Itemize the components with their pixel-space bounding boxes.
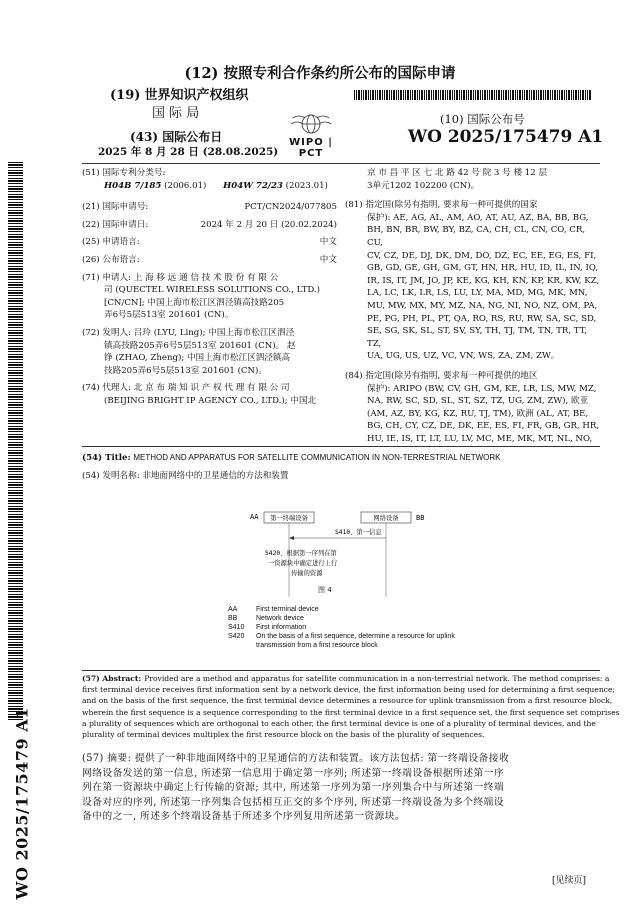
side-pubnum: WO 2025/175479 A1	[12, 707, 32, 900]
document-title: (12) 按照专利合作条约所公布的国际申请	[184, 65, 456, 82]
pubnum-value: WO 2025/175479 A1	[408, 127, 604, 147]
section-81-line: 保护): AE, AG, AL, AM, AO, AT, AU, AZ, BA, BB, BG,	[367, 212, 589, 223]
barcode-bar	[580, 90, 581, 100]
barcode-bar	[547, 90, 549, 100]
fig-box-network-text: 网络设备	[373, 515, 399, 522]
section-81-line: LA, LC, LK, LR, LS, LU, LY, MA, MD, MG, MK, MN,	[367, 288, 588, 299]
barcode-bar	[410, 90, 411, 100]
barcode-bar	[424, 90, 425, 100]
barcode-bar	[529, 90, 530, 100]
barcode-bar	[552, 90, 553, 100]
ipc-classes: H04B 7/185 (2006.01) H04W 72/23 (2023.01)	[104, 180, 328, 191]
barcode-bar	[417, 90, 418, 100]
legend-value: First terminal device	[256, 606, 319, 613]
barcode-bar	[524, 90, 525, 100]
legend-row	[228, 641, 518, 650]
barcode-bar	[554, 90, 556, 100]
continued-note: [见续页]	[552, 876, 587, 886]
fig-label-aa: AA	[250, 513, 259, 521]
legend-key: S420	[228, 633, 245, 640]
section-84-line: BG, CH, CY, CZ, DE, DK, EE, ES, FI, FR, GB, GR, HR,	[367, 421, 600, 432]
barcode-bar	[370, 90, 371, 100]
barcode-bar	[484, 90, 486, 100]
barcode-bar	[536, 90, 537, 100]
legend-value: First information	[256, 624, 307, 631]
wipo-logo	[279, 110, 343, 159]
section-84-line: NA, RW, SC, SD, SL, ST, SZ, TZ, UG, ZM, ZW), 欧亚	[367, 396, 589, 407]
fig-s420-line3: 传输的资源	[291, 570, 323, 577]
fig-s410-label: S410、第一信息	[335, 529, 382, 536]
barcode-bar	[407, 90, 409, 100]
barcode-bar	[463, 90, 465, 100]
barcode-bar	[375, 90, 376, 100]
barcode-bar	[480, 90, 481, 100]
legend-key: AA	[228, 606, 238, 613]
legend-value: On the basis of a first sequence, determine a resource for uplink	[256, 633, 455, 640]
barcode-bar	[361, 90, 362, 100]
barcode-bar	[545, 90, 546, 100]
barcode-bar	[454, 90, 455, 100]
barcode-bar	[531, 90, 532, 100]
abstract-en-line: wherein the first sequence is a sequence corresponding to the first terminal device in a first sequence set, the first sequence set comprises	[82, 707, 620, 717]
abstract-en	[82, 673, 620, 740]
barcode-bar	[571, 90, 572, 100]
section-26: (26) 公布语言: 中文	[82, 254, 337, 265]
barcode-bar	[398, 90, 399, 100]
barcode-bar	[365, 90, 367, 100]
barcode-bar	[377, 90, 378, 100]
barcode-bar	[489, 90, 490, 100]
section-71-applicant: (71) 申请人: 上 海 移 远 通 信 技 术 股 份 有 限 公 司 (QUECTEL WIRELESS SOLUTIONS CO., LTD.) [CN/CN]; 中国上海市松江区泗泾镇高技路205 弄6号5层513室 201601 (CN)。	[82, 272, 321, 321]
header-divider	[82, 163, 600, 164]
legend-key: S410	[228, 624, 245, 631]
barcode-bar	[505, 90, 507, 100]
figure-4	[220, 505, 450, 600]
barcode-bar	[393, 90, 395, 100]
barcode-bar	[433, 90, 434, 100]
abstract-zh-line: 网络设备发送的第一信息, 所述第一信息用于确定第一序列; 所述第一终端设备根据所述第一序	[82, 767, 505, 779]
abstract-en-text: Provided are a method and apparatus for satellite communication in a non-terrestrial network. The method comprises: a	[144, 674, 610, 683]
barcode-bar	[561, 90, 563, 100]
barcode-bar	[494, 90, 495, 100]
section-84-regional	[345, 370, 600, 446]
legend-row	[228, 623, 518, 632]
section-81-line: CV, CZ, DE, DJ, DK, DM, DO, DZ, EC, EE, EG, ES, FI,	[367, 250, 597, 261]
barcode-bar	[456, 90, 458, 100]
barcode-bar	[389, 90, 390, 100]
legend-row	[228, 605, 518, 614]
barcode-bar	[435, 90, 437, 100]
legend-key: BB	[228, 615, 238, 622]
wipo-logo-text: WIPO | PCT	[289, 137, 333, 159]
section-81-line: UA, UG, US, UZ, VC, VN, WS, ZA, ZM, ZW。	[367, 351, 560, 362]
barcode-bar	[419, 90, 420, 100]
barcode-bar	[391, 90, 392, 100]
barcode-bar	[557, 90, 558, 100]
barcode-bar	[445, 90, 446, 100]
figure-legend	[228, 605, 518, 650]
section-72-inventors: (72) 发明人: 吕玲 (LYU, Ling); 中国上海市松江区泗泾 镇高技路205弄6号5层513室 201601 (CN)。 赵 铮 (ZHAO, Zheng); 中国上海市松江区泗泾镇高 技路205弄6号5层513室 201601 (CN)。	[82, 327, 296, 376]
barcode-bar	[412, 90, 413, 100]
legend-value: Network device	[256, 615, 304, 622]
right-column	[345, 167, 600, 445]
barcode-bar	[468, 90, 469, 100]
barcode-bar	[379, 90, 381, 100]
barcode-bar	[482, 90, 483, 100]
barcode-bar	[421, 90, 423, 100]
section-21: (21) 国际申请号: PCT/CN2024/077805	[82, 202, 337, 213]
legend-key	[228, 641, 256, 650]
barcode-bar	[449, 90, 451, 100]
barcode-bar	[400, 90, 402, 100]
pubdate-label: (43) 国际公布日	[130, 130, 223, 144]
barcode-bar	[512, 90, 514, 100]
abstract-zh-line: (57) 摘要: 提供了一种非地面网络中的卫星通信的方法和装置。该方法包括: 第一终端设备接收	[82, 753, 510, 764]
barcode-bar	[354, 90, 355, 100]
barcode-bar	[568, 90, 570, 100]
barcode-bar	[368, 90, 369, 100]
abstract-zh-line: 设备对应的序列, 所述第一序列集合包括相互正交的多个序列, 所述第一终端设备为多个终端设	[82, 796, 504, 808]
barcode-bar	[503, 90, 504, 100]
barcode-bar	[564, 90, 565, 100]
international-bureau: 国 际 局	[152, 106, 200, 121]
barcode-bar	[384, 90, 385, 100]
section-84-line: HU, IE, IS, IT, LT, LU, LV, MC, ME, MK, MT, NL, NO,	[367, 433, 593, 444]
legend-row	[228, 614, 518, 623]
section-81-line: BH, BN, BR, BW, BY, BZ, CA, CH, CL, CN, CO, CR, CU,	[367, 225, 586, 248]
barcode-bar	[559, 90, 560, 100]
barcode-bar	[540, 90, 542, 100]
fig-arrowhead	[289, 536, 294, 540]
section-81-line: GB, GD, GE, GH, GM, GT, HN, HR, HU, ID, IL, IN, IQ,	[367, 263, 599, 274]
barcode-bar	[356, 90, 357, 100]
fig-box-terminal-text: 第一终端设备	[270, 515, 308, 522]
barcode-top	[354, 90, 592, 100]
barcode-side	[8, 162, 23, 722]
abstract-en-line: a plurality of sequences which are orthogonal to each other, the first terminal device is one of a plurality of terminal devices, and the	[82, 718, 596, 728]
barcode-bar	[426, 90, 427, 100]
barcode-bar	[510, 90, 511, 100]
barcode-bar	[550, 90, 551, 100]
barcode-bar	[428, 90, 430, 100]
title-en: (54) Title: METHOD AND APPARATUS FOR SATELLITE COMMUNICATION IN NON-TERRESTRIAL NETWORK	[82, 453, 501, 463]
barcode-bar	[582, 90, 584, 100]
barcode-bar	[526, 90, 528, 100]
pubdate-value: 2025 年 8 月 28 日 (28.08.2025)	[98, 146, 279, 158]
section-22: (22) 国际申请日: 2024 年 2 月 20 日 (20.02.2024)	[82, 219, 337, 230]
section-81-line: IR, IS, IT, JM, JO, JP, KE, KG, KH, KN, KP, KR, KW, KZ,	[367, 275, 600, 286]
section-81-designated-states	[345, 199, 600, 363]
barcode-bar	[589, 90, 591, 100]
legend-value: transmission from a first resource block	[256, 642, 378, 649]
barcode-bar	[587, 90, 588, 100]
barcode-bar	[447, 90, 448, 100]
barcode-bar	[522, 90, 523, 100]
fig-label-bb: BB	[416, 514, 425, 522]
barcode-bar	[363, 90, 364, 100]
barcode-bar	[386, 90, 388, 100]
abstract-en-line: first terminal device receives first information sent by a network device, the first information being used for determining a first sequence;	[82, 685, 616, 695]
barcode-bar	[501, 90, 502, 100]
section-81-line: (81) 指定国(除另有指明, 要求每一种可提供的国家	[345, 200, 538, 211]
abstract-en-line: and on the basis of the first sequence, the first terminal device determines a resource for uplink transmission from a first resource block,	[82, 696, 613, 706]
section-84-line: 保护): ARIPO (BW, CV, GH, GM, KE, LR, LS, MW, MZ,	[367, 383, 597, 394]
section-81-line: MU, MW, MX, MY, MZ, NA, NG, NI, NO, NZ, OM, PA,	[367, 300, 598, 311]
section-81-line: PE, PG, PH, PL, PT, QA, RO, RS, RU, RW, SA, SC, SD,	[367, 313, 597, 324]
barcode-bar	[515, 90, 516, 100]
barcode-bar	[475, 90, 476, 100]
barcode-bar	[491, 90, 493, 100]
abstract-zh-line: 列在第一资源块中确定上行传输的资源; 其中, 所述第一序列为第一序列集合中与所述第一终端	[82, 782, 505, 794]
barcode-bar	[578, 90, 579, 100]
barcode-bar	[566, 90, 567, 100]
title-zh: (54) 发明名称: 非地面网络中的卫星通信的方法和装置	[82, 471, 289, 481]
figure-caption: 图 4	[318, 586, 332, 594]
barcode-bar	[473, 90, 474, 100]
section-81-line: SE, SG, SK, SL, ST, SV, SY, TH, TJ, TM, TN, TR, TT, TZ,	[367, 326, 587, 349]
barcode-bar	[538, 90, 539, 100]
barcode-bar	[442, 90, 444, 100]
barcode-bar	[498, 90, 500, 100]
section-51-label: (51) 国际专利分类号:	[82, 168, 166, 178]
barcode-bar	[358, 90, 360, 100]
wipo-org-name: (19) 世界知识产权组织	[110, 88, 249, 103]
barcode-bar	[517, 90, 518, 100]
fig-s420-line2: 一资源块中确定进行上行	[268, 560, 338, 567]
barcode-bar	[440, 90, 441, 100]
barcode-bar	[519, 90, 521, 100]
barcode-bar	[405, 90, 406, 100]
abstract-en-line	[82, 673, 610, 684]
barcode-bar	[496, 90, 497, 100]
barcode-bar	[396, 90, 397, 100]
barcode-bar	[459, 90, 460, 100]
barcode-bar	[466, 90, 467, 100]
barcode-bar	[470, 90, 472, 100]
left-column	[82, 167, 337, 408]
abstract-en-line: plurality of terminal devices multiplex the first resource block on the basis of the plurality of sequences.	[82, 730, 485, 740]
abstract-zh-line: 备中的之一, 所述多个终端设备基于所述多个序列复用所述第一资源块。	[82, 811, 406, 823]
barcode-bar	[438, 90, 439, 100]
barcode-bar	[487, 90, 488, 100]
section-25: (25) 申请语言: 中文	[82, 237, 337, 248]
barcode-bar	[403, 90, 404, 100]
legend-row	[228, 632, 518, 641]
agent-address-continued: 京 市 昌 平 区 七 北 路 42 号 院 3 号 楼 12 层 3单元1202 102200 (CN)。	[367, 168, 548, 191]
section-84-line: (AM, AZ, BY, KG, KZ, RU, TJ, TM), 欧洲 (AL, AT, BE,	[367, 408, 589, 419]
barcode-bar	[585, 90, 586, 100]
barcode-bar	[477, 90, 479, 100]
barcode-bar	[382, 90, 383, 100]
barcode-bar	[533, 90, 535, 100]
barcode-bar	[452, 90, 453, 100]
abstract-zh	[82, 752, 602, 825]
barcode-bar	[431, 90, 432, 100]
section-74-agent: (74) 代理人: 北 京 布 瑞 知 识 产 权 代 理 有 限 公 司 (BEIJING BRIGHT IP AGENCY CO., LTD.); 中国北	[82, 383, 317, 406]
section-84-line: (84) 指定国(除另有指明, 要求每一种可提供的地区	[345, 370, 538, 381]
barcode-bar	[508, 90, 509, 100]
barcode-bar	[461, 90, 462, 100]
barcode-bar	[372, 90, 374, 100]
barcode-bar	[414, 90, 416, 100]
barcode-bar	[573, 90, 574, 100]
biblio-divider	[82, 446, 600, 447]
fig-s420-line1: S420、根据第一序列在第	[265, 550, 337, 557]
barcode-bar	[543, 90, 544, 100]
abstract-en-label: (57) Abstract:	[82, 674, 142, 683]
figure-divider	[82, 670, 600, 671]
pubnum-label: (10) 国际公布号	[440, 112, 525, 126]
barcode-bar	[575, 90, 577, 100]
